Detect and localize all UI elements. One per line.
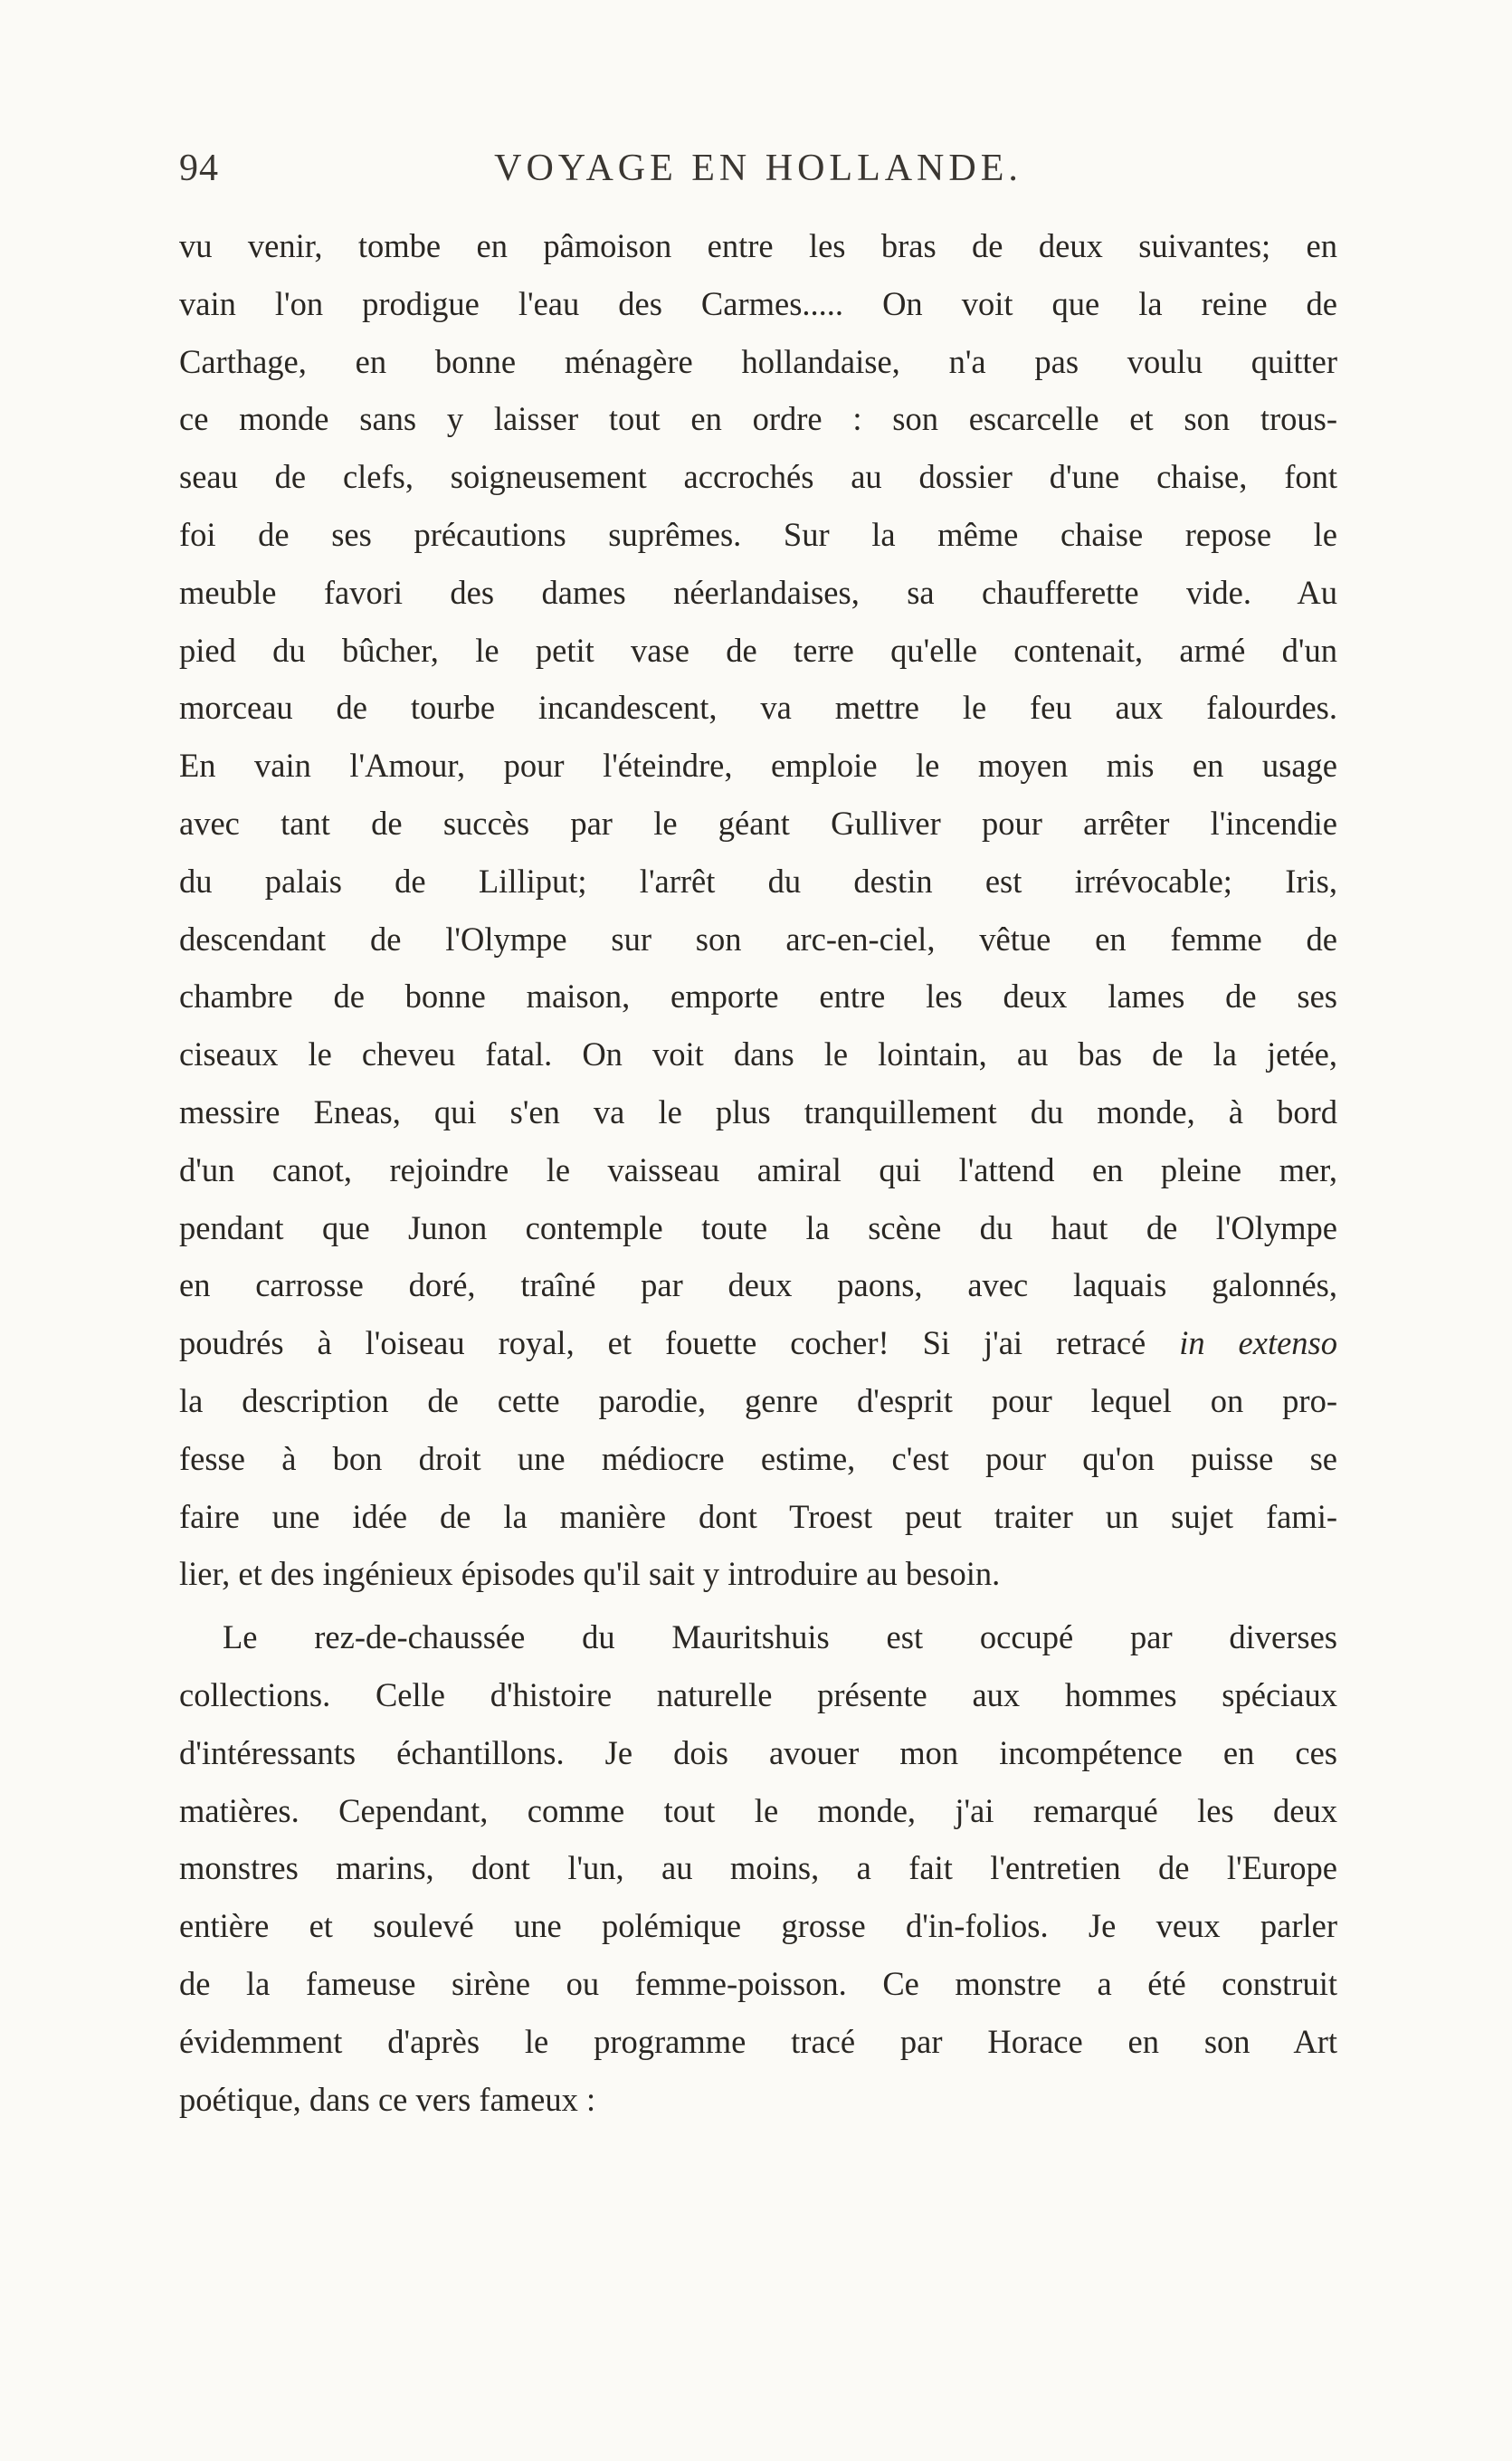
page-number: 94 bbox=[179, 148, 219, 189]
text-line: faire une idée de la manière dont Troest peut traiter un sujet fami- bbox=[179, 1497, 1337, 1535]
text-line: de la fameuse sirène ou femme-poisson. Ce monstre a été construit bbox=[179, 1964, 1337, 2002]
text-line: collections. Celle d'histoire naturelle présente aux hommes spéciaux bbox=[179, 1675, 1337, 1713]
text-line: pendant que Junon contemple toute la scène du haut de l'Olympe bbox=[179, 1208, 1337, 1246]
text-line: chambre de bonne maison, emporte entre les deux lames de ses bbox=[179, 978, 1337, 1016]
text-line: vain l'on prodigue l'eau des Carmes..... On voit que la reine de bbox=[179, 284, 1337, 322]
paragraph-1 bbox=[179, 217, 1337, 1603]
text-line: entière et soulevé une polémique grosse d'in-folios. Je veux parler bbox=[179, 1907, 1337, 1945]
text-line: messire Eneas, qui s'en va le plus tranquillement du monde, à bord bbox=[179, 1092, 1337, 1130]
text-line: poétique, dans ce vers fameux : bbox=[179, 2080, 596, 2118]
text-line: en carrosse doré, traîné par deux paons, avec laquais galonnés, bbox=[179, 1266, 1337, 1304]
text-line: fesse à bon droit une médiocre estime, c'est pour qu'on puisse se bbox=[179, 1439, 1337, 1477]
text-segment: poudrés à l'oiseau royal, et fouette cocher! Si j'ai retracé bbox=[179, 1324, 1180, 1362]
text-line: lier, et des ingénieux épisodes qu'il sait y introduire au besoin. bbox=[179, 1555, 1001, 1593]
text-line: avec tant de succès par le géant Gulliver pour arrêter l'incendie bbox=[179, 804, 1337, 842]
text-line: ciseaux le cheveu fatal. On voit dans le lointain, au bas de la jetée, bbox=[179, 1035, 1337, 1073]
text-line: morceau de tourbe incandescent, va mettre le feu aux falourdes. bbox=[179, 689, 1337, 727]
text-line: Le rez-de-chaussée du Mauritshuis est occupé par diverses bbox=[223, 1618, 1337, 1656]
text-line: évidemment d'après le programme tracé par Horace en son Art bbox=[179, 2022, 1337, 2060]
text-line: matières. Cependant, comme tout le monde, j'ai remarqué les deux bbox=[179, 1791, 1337, 1829]
text-line: d'intéressants échantillons. Je dois avouer mon incompétence en ces bbox=[179, 1733, 1337, 1771]
text-line: d'un canot, rejoindre le vaisseau amiral qui l'attend en pleine mer, bbox=[179, 1150, 1337, 1188]
text-line: ce monde sans y laisser tout en ordre : son escarcelle et son trous- bbox=[179, 400, 1337, 438]
body-text bbox=[179, 217, 1337, 2128]
text-line: descendant de l'Olympe sur son arc-en-ciel, vêtue en femme de bbox=[179, 920, 1337, 958]
text-line: seau de clefs, soigneusement accrochés au dossier d'une chaise, font bbox=[179, 458, 1337, 496]
text-line: la description de cette parodie, genre d'esprit pour lequel on pro- bbox=[179, 1381, 1337, 1419]
text-line: pied du bûcher, le petit vase de terre qu'elle contenait, armé d'un bbox=[179, 631, 1337, 669]
text-line: vu venir, tombe en pâmoison entre les bras de deux suivantes; en bbox=[179, 227, 1337, 264]
running-title: VOYAGE EN HOLLANDE. bbox=[494, 148, 1022, 189]
text-line: Carthage, en bonne ménagère hollandaise, n'a pas voulu quitter bbox=[179, 342, 1337, 380]
text-line: du palais de Lilliput; l'arrêt du destin est irrévocable; Iris, bbox=[179, 862, 1337, 900]
text-line: foi de ses précautions suprêmes. Sur la même chaise repose le bbox=[179, 515, 1337, 553]
text-line: meuble favori des dames néerlandaises, sa chaufferette vide. Au bbox=[179, 573, 1337, 611]
italic-phrase: in extenso bbox=[1179, 1324, 1337, 1362]
text-line: En vain l'Amour, pour l'éteindre, emploie le moyen mis en usage bbox=[179, 747, 1337, 785]
text-line: monstres marins, dont l'un, au moins, a fait l'entretien de l'Europe bbox=[179, 1849, 1337, 1887]
text-line-with-italic bbox=[179, 1314, 1337, 1372]
paragraph-2 bbox=[179, 1608, 1337, 2128]
page-header bbox=[179, 147, 1337, 201]
